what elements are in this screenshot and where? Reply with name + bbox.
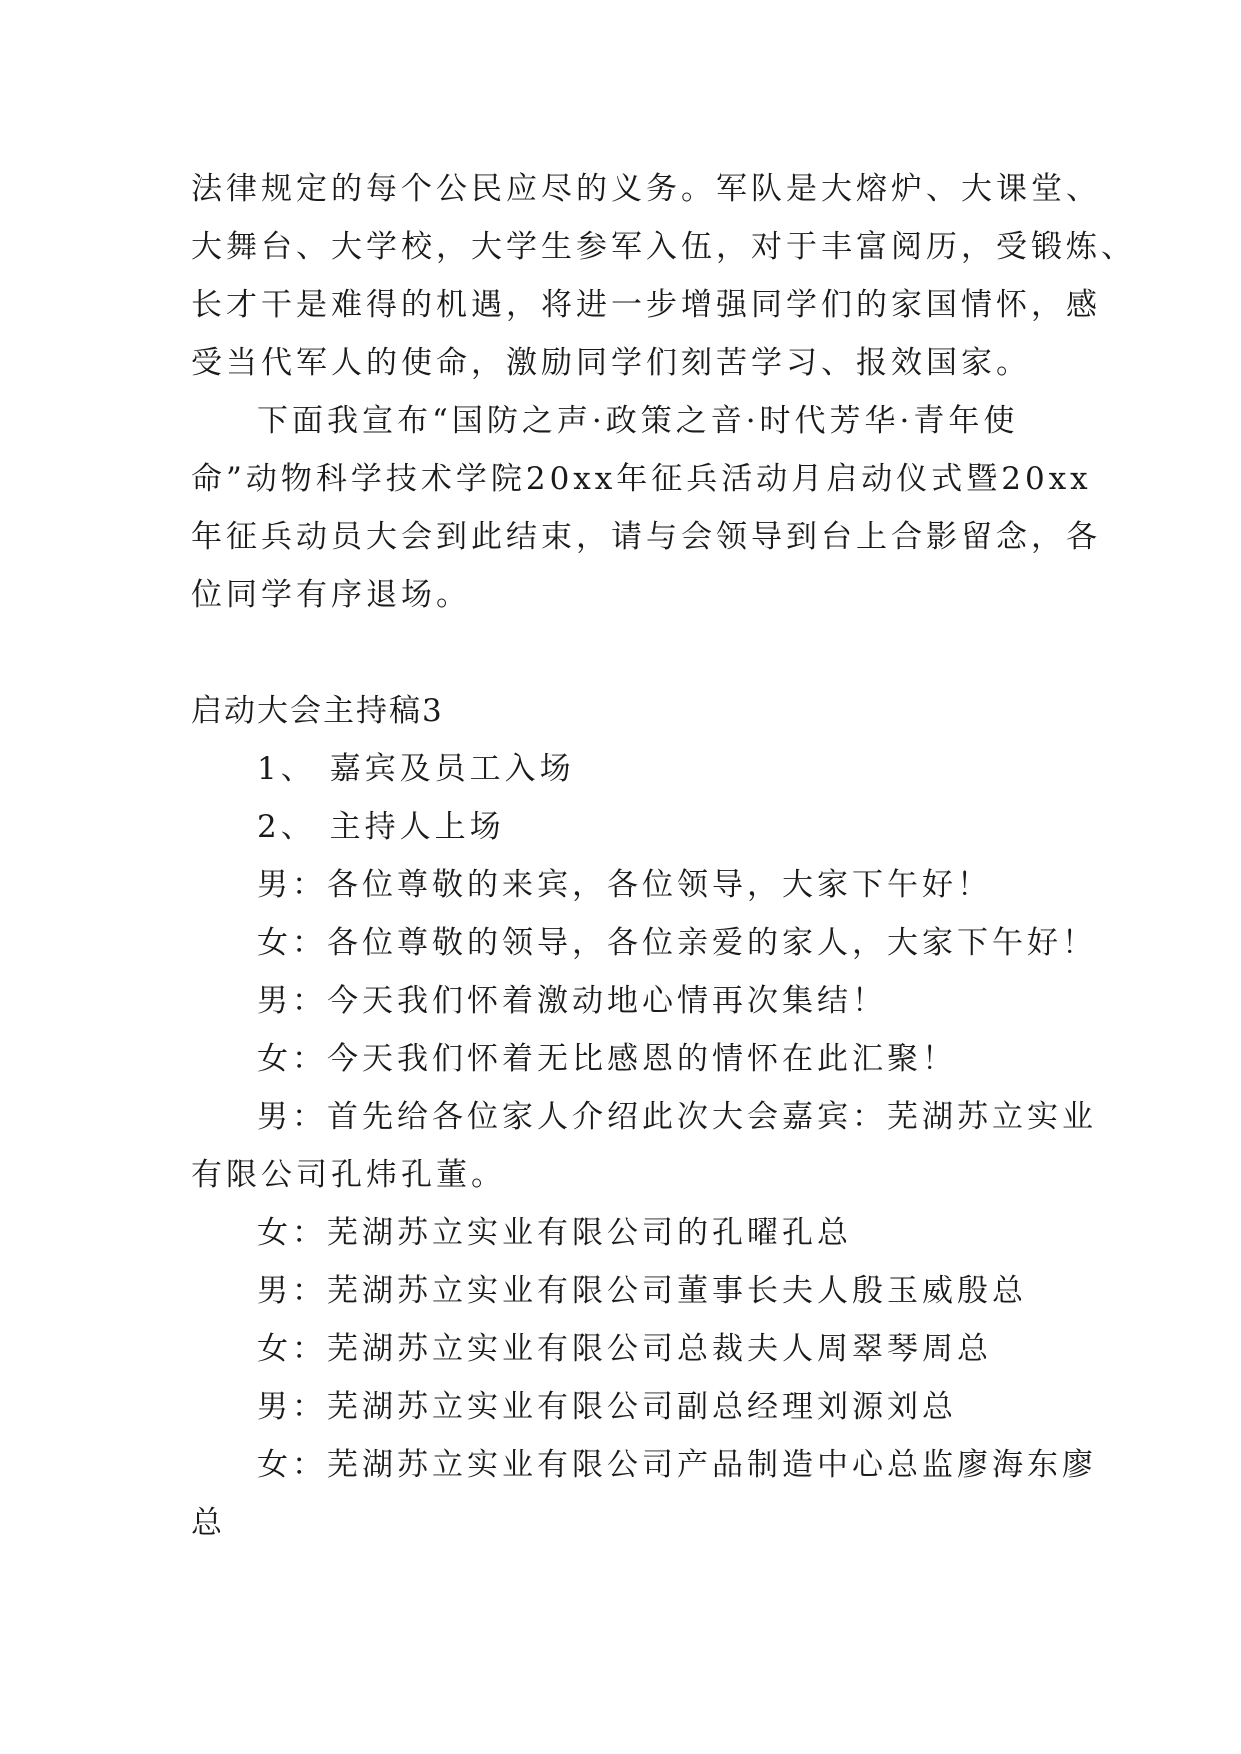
text-line: 年征兵动员大会到此结束，请与会领导到台上合影留念，各: [191, 519, 1101, 555]
dialogue-line: 女：今天我们怀着无比感恩的情怀在此汇聚！: [257, 1041, 957, 1077]
document-body: [191, 160, 1136, 1552]
dialogue-line: 男：首先给各位家人介绍此次大会嘉宾：芜湖苏立实业: [257, 1099, 1097, 1135]
text-line: 命”动物科学技术学院20xx年征兵活动月启动仪式暨20xx: [191, 461, 1092, 497]
dialogue-line: 女：芜湖苏立实业有限公司的孔曜孔总: [257, 1215, 852, 1251]
dialogue-line: 男：芜湖苏立实业有限公司副总经理刘源刘总: [257, 1389, 957, 1425]
dialogue-line: 女：芜湖苏立实业有限公司产品制造中心总监廖海东廖: [257, 1447, 1097, 1483]
dialogue-line: 男：各位尊敬的来宾，各位领导，大家下午好！: [257, 867, 992, 903]
dialogue-line-continuation: 有限公司孔炜孔董。: [191, 1157, 506, 1193]
text-line: 法律规定的每个公民应尽的义务。军队是大熔炉、大课堂、: [191, 171, 1101, 207]
paragraph-continuation: [191, 160, 1136, 392]
section-3: [191, 682, 1097, 1552]
section-title: 启动大会主持稿3: [191, 693, 444, 729]
dialogue-line: 女：各位尊敬的领导，各位亲爱的家人，大家下午好！: [257, 925, 1097, 961]
text-line: 受当代军人的使命，激励同学们刻苦学习、报效国家。: [191, 345, 1031, 381]
dialogue-line: 男：芜湖苏立实业有限公司董事长夫人殷玉威殷总: [257, 1273, 1027, 1309]
dialogue-line: 女：芜湖苏立实业有限公司总裁夫人周翠琴周总: [257, 1331, 992, 1367]
agenda-item: 2、 主持人上场: [257, 809, 505, 845]
paragraph-closing: [191, 392, 1101, 624]
text-line: 位同学有序退场。: [191, 577, 471, 613]
text-line: 长才干是难得的机遇，将进一步增强同学们的家国情怀，感: [191, 287, 1101, 323]
dialogue-line: 男：今天我们怀着激动地心情再次集结！: [257, 983, 887, 1019]
text-line: 下面我宣布“国防之声·政策之音·时代芳华·青年使: [257, 403, 1019, 439]
dialogue-line-continuation: 总: [191, 1505, 226, 1541]
text-line: 大舞台、大学校，大学生参军入伍，对于丰富阅历，受锻炼、: [191, 229, 1136, 265]
agenda-item: 1、 嘉宾及员工入场: [257, 751, 575, 787]
